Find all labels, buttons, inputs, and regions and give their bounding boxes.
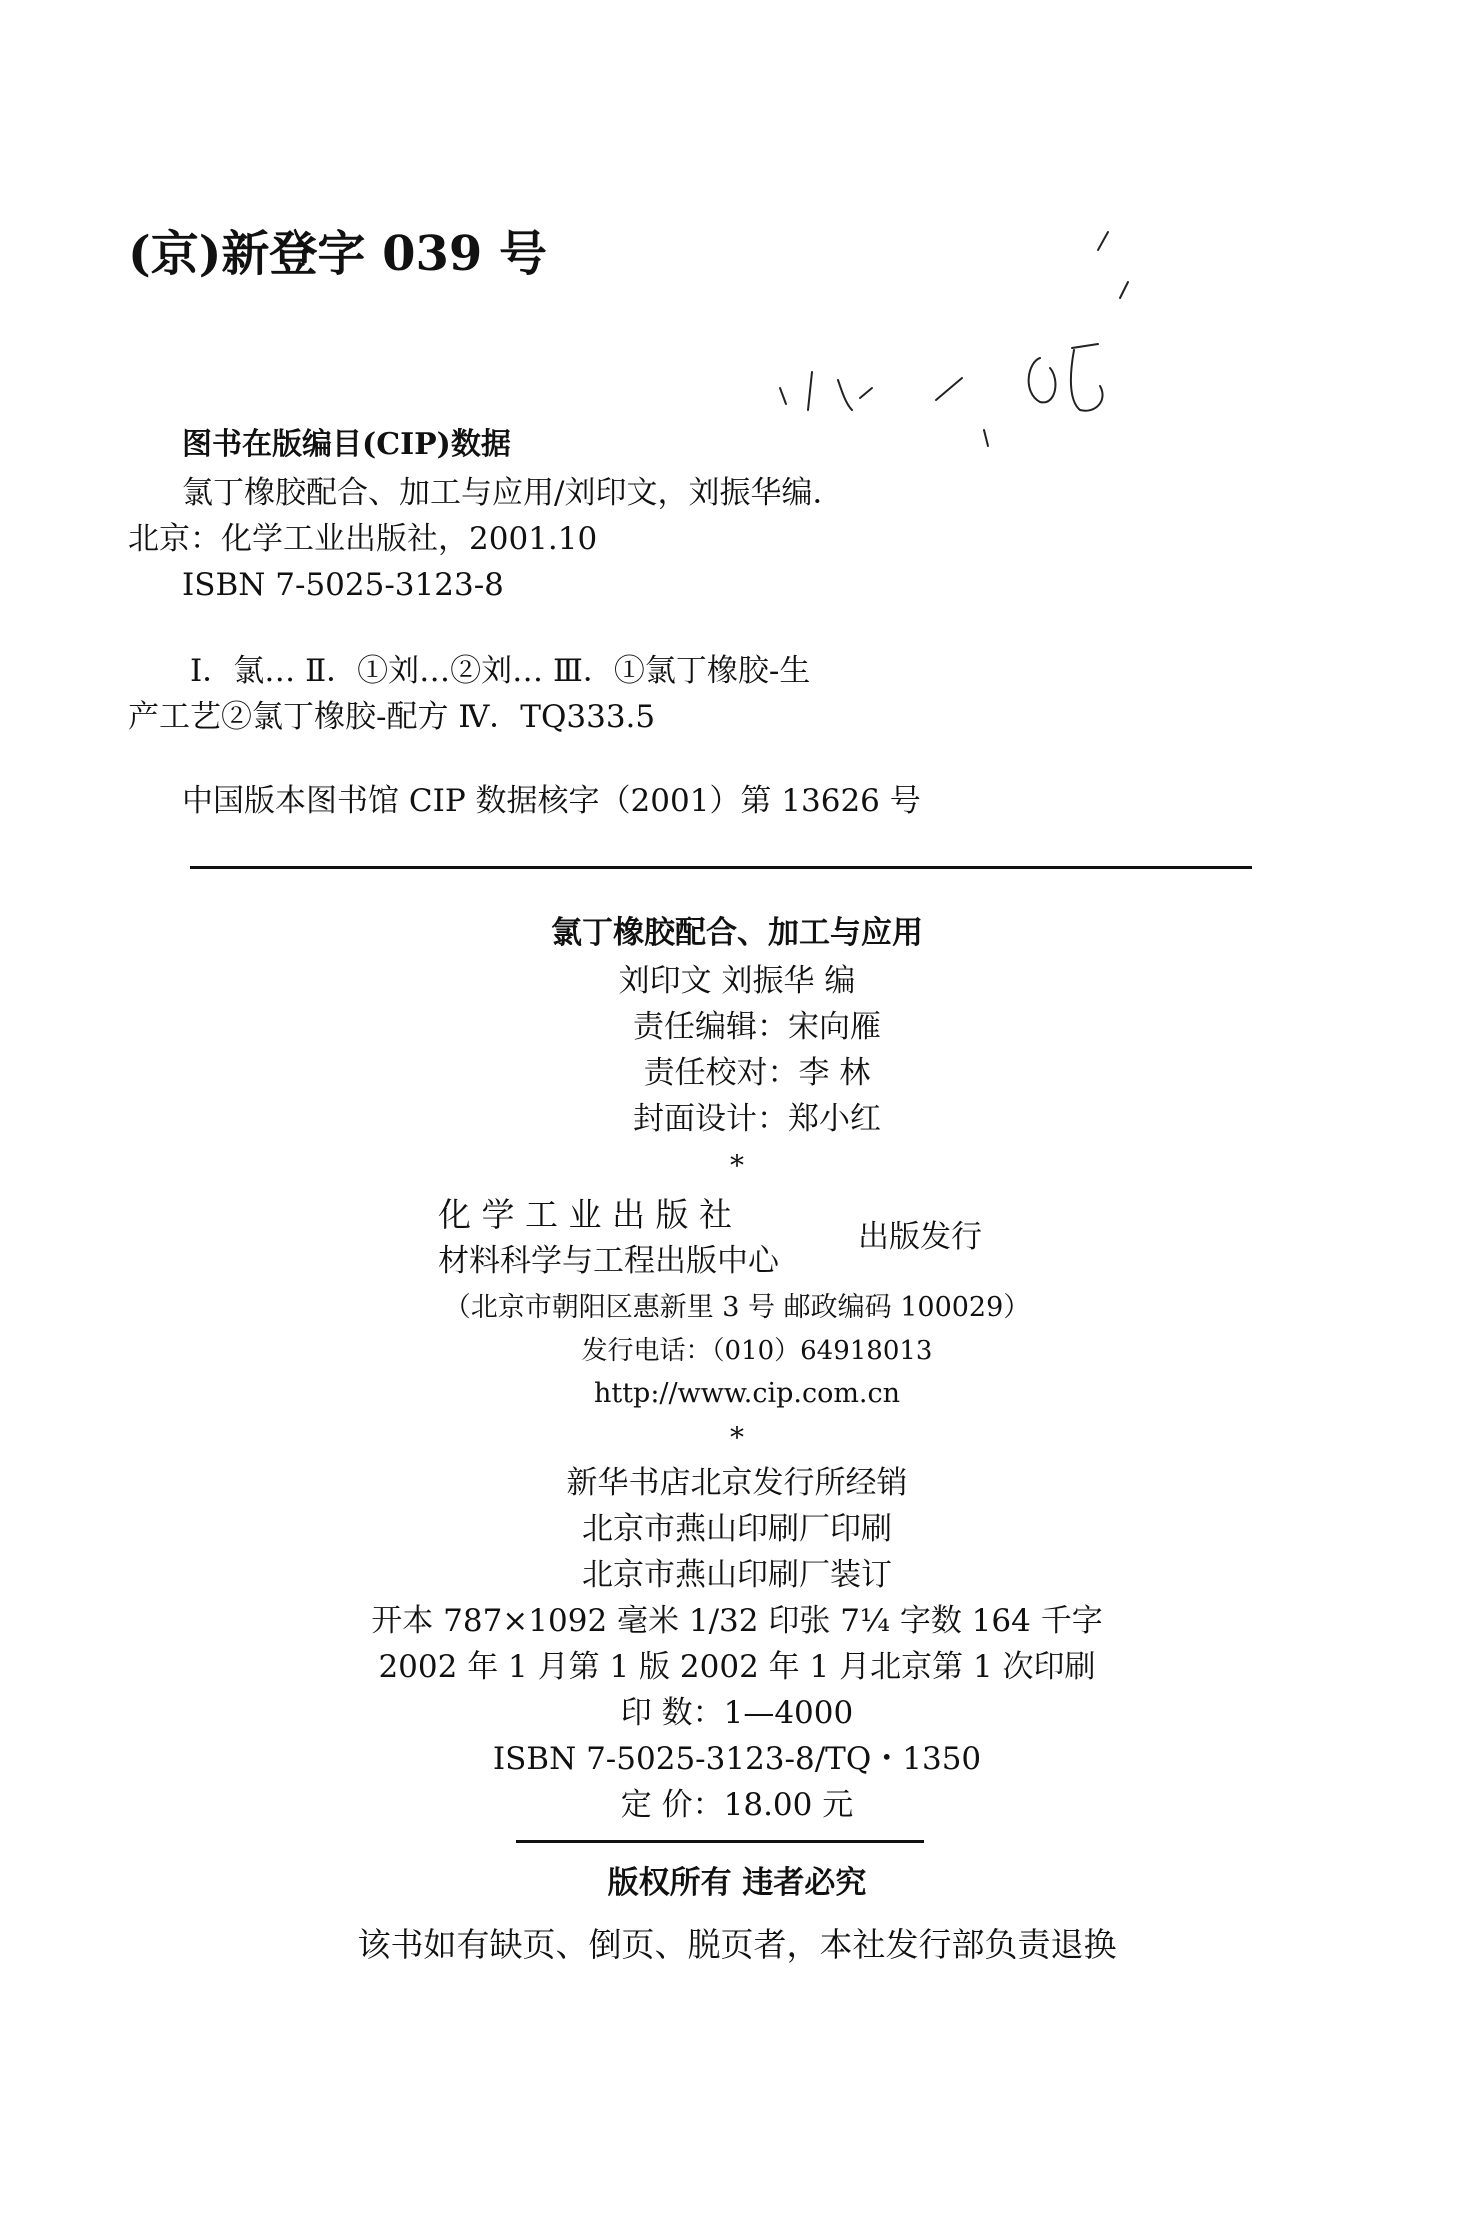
publisher-url: http://www.cip.com.cn <box>593 1378 901 1409</box>
printer: 北京市燕山印刷厂印刷 <box>582 1511 892 1547</box>
isbn-full: ISBN 7-5025-3123-8/TQ・1350 <box>492 1741 982 1777</box>
separator-star: * <box>730 1149 744 1182</box>
return-notice: 该书如有缺页、倒页、脱页者，本社发行部负责退换 <box>357 1925 1117 1964</box>
cip-line: 产工艺②氯丁橡胶-配方 Ⅳ．TQ333.5 <box>128 699 656 735</box>
publisher-center: 材料科学与工程出版中心 <box>438 1243 779 1279</box>
cip-line: 北京：化学工业出版社，2001.10 <box>128 521 598 557</box>
responsible-proofreader: 责任校对：李 林 <box>643 1055 871 1091</box>
distributor: 新华书店北京发行所经销 <box>566 1465 908 1501</box>
cip-line: 氯丁橡胶配合、加工与应用/刘印文，刘振华编． <box>182 475 844 511</box>
cip-line: 中国版本图书馆 CIP 数据核字（2001）第 13626 号 <box>182 783 921 819</box>
print-run: 印 数：1—4000 <box>620 1695 854 1731</box>
registration-number: (京)新登字 039 号 <box>128 226 548 282</box>
divider-bottom <box>516 1840 924 1843</box>
edition-line: 2002 年 1 月第 1 版 2002 年 1 月北京第 1 次印刷 <box>378 1649 1096 1685</box>
book-title: 氯丁橡胶配合、加工与应用 <box>551 915 923 951</box>
authors: 刘印文 刘振华 编 <box>618 963 856 999</box>
format-line: 开本 787×1092 毫米 1/32 印张 7¼ 字数 164 千字 <box>371 1603 1103 1639</box>
divider-top <box>190 866 1252 869</box>
copyright-notice: 版权所有 违者必究 <box>607 1865 867 1901</box>
cip-line: ISBN 7-5025-3123-8 <box>182 567 504 603</box>
binder: 北京市燕山印刷厂装订 <box>582 1557 892 1593</box>
publish-and-issue: 出版发行 <box>858 1219 982 1255</box>
responsible-editor: 责任编辑：宋向雁 <box>633 1009 881 1045</box>
price: 定 价：18.00 元 <box>620 1787 854 1823</box>
cip-line: Ⅰ．氯… Ⅱ．①刘…②刘… Ⅲ．①氯丁橡胶-生 <box>190 653 811 689</box>
publisher-name: 化 学 工 业 出 版 社 <box>438 1195 732 1234</box>
issue-phone: 发行电话：（010）64918013 <box>581 1336 933 1366</box>
handwriting-text: 05 <box>1100 329 1103 331</box>
cip-heading: 图书在版编目(CIP)数据 <box>182 427 511 462</box>
cover-designer: 封面设计：郑小红 <box>633 1101 881 1137</box>
separator-star: * <box>730 1421 744 1454</box>
publisher-address: （北京市朝阳区惠新里 3 号 邮政编码 100029） <box>443 1292 1031 1323</box>
